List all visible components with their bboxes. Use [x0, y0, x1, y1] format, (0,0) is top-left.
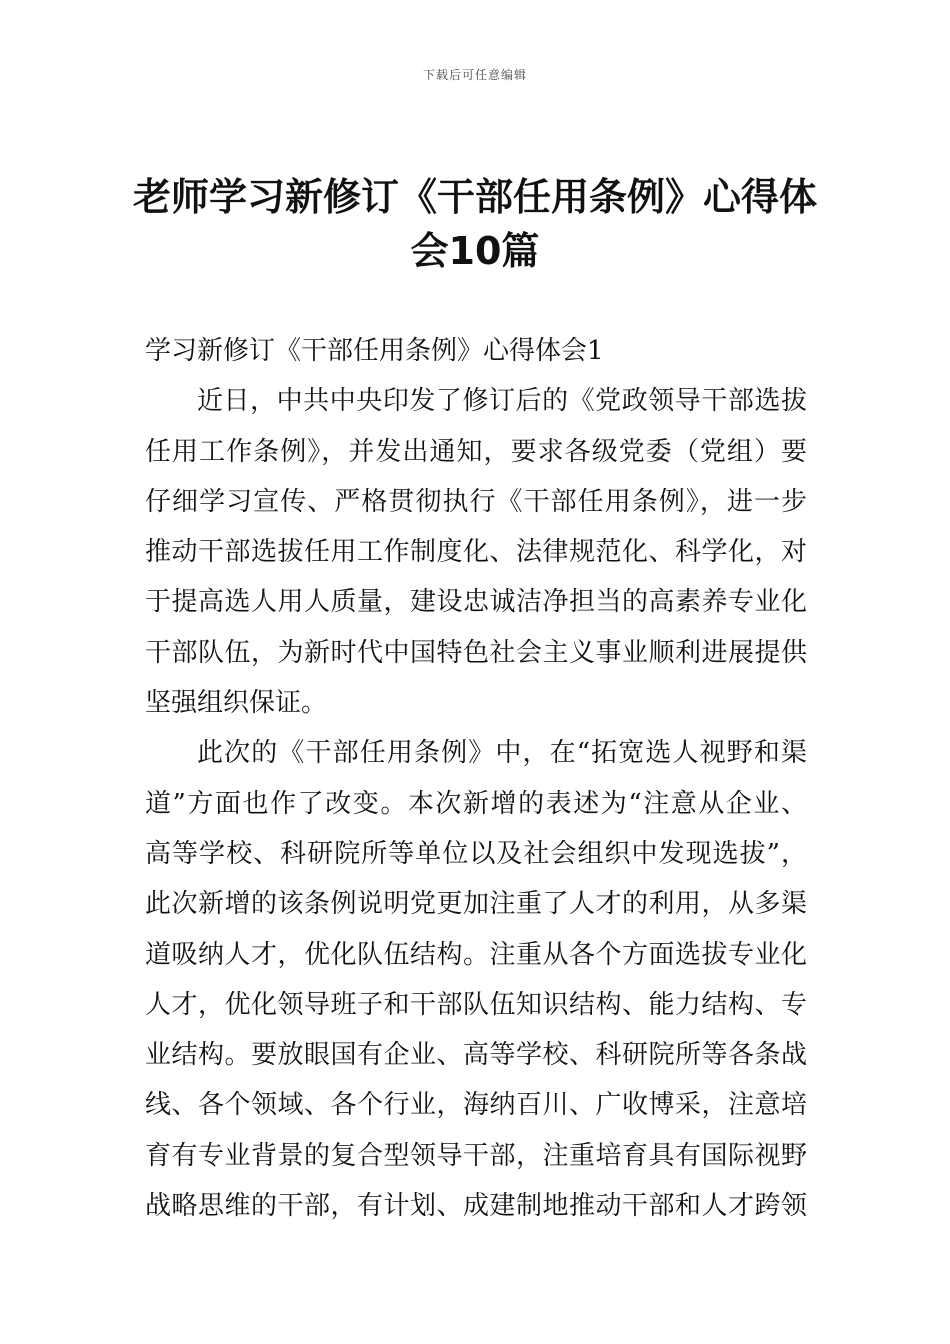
text-line: 高等学校、科研院所等单位以及社会组织中发现选拔”， [145, 838, 807, 869]
text-line: 线、各个领域、各个行业，海纳百川、广收博采，注意培 [145, 1090, 807, 1121]
paragraph [145, 728, 807, 1231]
text-line: 战略思维的干部，有计划、成建制地推动干部和人才跨领 [145, 1191, 807, 1222]
text-line: 道”方面也作了改变。本次新增的表述为“注意从企业、 [145, 788, 807, 819]
text-line: 仔细学习宣传、严格贯彻执行《干部任用条例》，进一步 [145, 486, 807, 517]
text-line: 育有专业背景的复合型领导干部，注重培育具有国际视野 [145, 1140, 807, 1171]
document-body [145, 326, 807, 1231]
paragraph [145, 376, 807, 728]
text-line: 业结构。要放眼国有企业、高等学校、科研院所等各条战 [145, 1040, 807, 1071]
section-title: 学习新修订《干部任用条例》心得体会1 [145, 336, 604, 366]
text-line: 此次新增的该条例说明党更加注重了人才的利用，从多渠 [145, 889, 807, 920]
text-line: 此次的《干部任用条例》中，在“拓宽选人视野和渠 [197, 738, 807, 769]
text-line: 人才，优化领导班子和干部队伍知识结构、能力结构、专 [145, 989, 807, 1020]
text-line: 干部队伍，为新时代中国特色社会主义事业顺利进展提供 [145, 637, 807, 668]
text-line: 坚强组织保证。 [145, 688, 328, 719]
text-line: 近日，中共中央印发了修订后的《党政领导干部选拔 [197, 386, 807, 417]
text-line: 道吸纳人才，优化队伍结构。注重从各个方面选拔专业化 [145, 939, 807, 970]
text-line: 任用工作条例》，并发出通知，要求各级党委（党组）要 [145, 436, 807, 467]
title-line: 会10篇 [410, 229, 540, 273]
header-note: 下载后可任意编辑 [422, 68, 527, 82]
title-line: 老师学习新修订《干部任用条例》心得体 [132, 175, 817, 219]
text-line: 于提高选人用人质量，建设忠诚洁净担当的高素养专业化 [145, 587, 807, 618]
document-title [130, 170, 820, 278]
text-line: 推动干部选拔任用工作制度化、法律规范化、科学化，对 [145, 537, 807, 568]
